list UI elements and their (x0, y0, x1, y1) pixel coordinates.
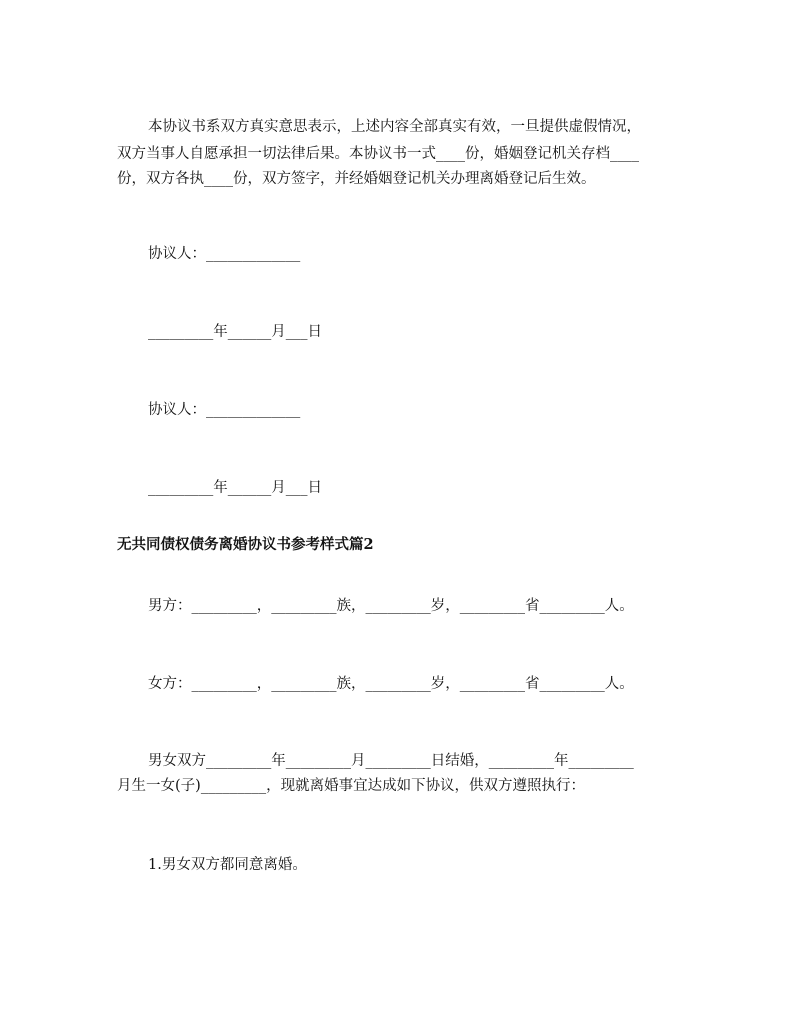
marriage-paragraph-line-2: 月生一女(子)_________，现就离婚事宜达成如下协议，供双方遵照执行： (117, 778, 586, 794)
male-party-line: 男方：_________，_________族，_________岁，_________省_________人。 (148, 598, 634, 614)
signature-date-2: _________年______月___日 (148, 480, 322, 496)
paragraph-closing-line-2: 双方当事人自愿承担一切法律后果。本协议书一式____份，婚姻登记机关存档____ (117, 146, 639, 162)
marriage-paragraph-line-1: 男女双方_________年_________月_________日结婚，_________年_________ (148, 753, 634, 769)
clause-1: 1.男女双方都同意离婚。 (148, 857, 307, 873)
paragraph-closing-line-3: 份，双方各执____份，双方签字，并经婚姻登记机关办理离婚登记后生效。 (117, 171, 596, 187)
section-title: 无共同债权债务离婚协议书参考样式篇2 (117, 536, 374, 553)
signature-label-1: 协议人：_____________ (148, 246, 301, 262)
paragraph-closing-line-1: 本协议书系双方真实意思表示，上述内容全部真实有效，一旦提供虚假情况， (148, 119, 641, 135)
signature-label-2: 协议人：_____________ (148, 402, 301, 418)
female-party-line: 女方：_________，_________族，_________岁，_________省_________人。 (148, 676, 634, 692)
signature-date-1: _________年______月___日 (148, 324, 322, 340)
